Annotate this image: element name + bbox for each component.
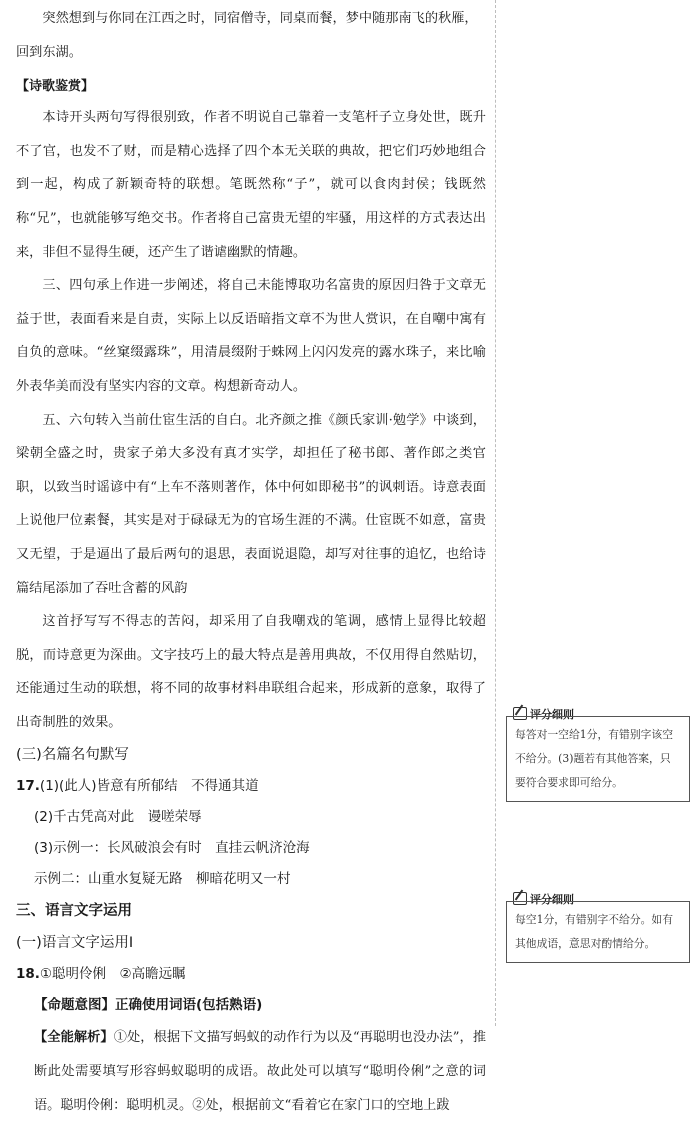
q17-line1 <box>16 771 486 802</box>
analysis-paragraph <box>16 1021 486 1122</box>
margin-divider <box>495 0 496 1026</box>
appreciation-paragraph: 本诗开头两句写得很别致，作者不明说自己靠着一支笔杆子立身处世，既升不了官，也发不了财，而是精心选择了四个本无关联的典故，把它们巧妙地组合到一起，构成了新颖奇特的联想。笔既然称“子”，就可以食肉封侯；钱既然称“兄”，也就能够写绝交书。作者将自己富贵无望的牢骚，用这样的方式表达出来，非但不显得生硬，还产生了谐谑幽默的情趣。 <box>16 110 486 260</box>
question-number: 18. <box>16 966 40 983</box>
appreciation-paragraph: 五、六句转入当前仕宦生活的自白。北齐颜之推《颜氏家训·勉学》中谈到，梁朝全盛之时，贵家子弟大多没有真才实学，却担任了秘书郎、著作郎之类官职，以致当时谣谚中有“上车不落则著作，体中何如即秘书”的讽刺语。诗意表面上说他尸位素餐，其实是对于碌碌无为的官场生涯的不满。仕宦既不如意，富贵又无望，于是逼出了最后两句的退思，表面说退隐，却写对往事的追忆，也给诗篇结尾添加了吞吐含蓄的风韵 <box>16 412 486 596</box>
answer-text: ①聪明伶俐 ②高瞻远瞩 <box>39 966 186 983</box>
q17-line2: (2)千古凭高对此 谩嗟荣辱 <box>34 809 202 826</box>
answer-text: (1)(此人)皆意有所郁结 不得通其道 <box>39 778 259 795</box>
intent-tag: 【命题意图】正确使用词语(包括熟语) <box>34 997 263 1014</box>
part-heading: 三、语言文字运用 <box>16 903 132 920</box>
appreciation-tag: 【诗歌鉴赏】 <box>16 79 95 95</box>
subsection-heading: (一)语言文字运用Ⅰ <box>16 935 134 952</box>
poem-translation-line: 突然想到与你同在江西之时，同宿僧寺，同桌而餐，梦中随那南飞的秋雁， <box>42 11 478 26</box>
analysis-tag: 【全能解析】 <box>34 1030 114 1046</box>
appreciation-paragraph: 这首抒写写不得志的苦闷，却采用了自我嘲戏的笔调，感情上显得比较超脱，而诗意更为深曲。文字技巧上的最大特点是善用典故，不仅用得自然贴切，还能通过生动的联想，将不同的故事材料串联组合起来，形成新的意象，取得了出奇制胜的效果。 <box>16 614 486 730</box>
q17-line3: (3)示例一：长风破浪会有时 直挂云帆济沧海 <box>34 840 310 857</box>
section-heading: (三)名篇名句默写 <box>16 747 129 764</box>
appreciation-paragraph: 三、四句承上作进一步阐述，将自己未能博取功名富贵的原因归咎于文章无益于世，表面看来是自责，实际上以反语暗指文章不为世人赏识，在自嘲中寓有自负的意味。“丝窠缀露珠”，用清晨缀附于蛛网上闪闪发亮的露水珠子，来比喻外表华美而没有坚实内容的文章。构想新奇动人。 <box>16 278 486 394</box>
scoring-box-title: 评分细则 <box>510 706 577 722</box>
poem-translation-line: 回到东湖。 <box>16 44 82 60</box>
q17-line4: 示例二：山重水复疑无路 柳暗花明又一村 <box>34 871 291 888</box>
scoring-box: 每空1分，有错别字不给分。如有其他成语，意思对酌情给分。 <box>506 901 690 963</box>
main-column <box>16 0 486 1122</box>
scoring-box: 每答对一空给1分，有错别字该空不给分。(3)题若有其他答案，只要符合要求即可给分。 <box>506 716 690 802</box>
analysis-text: ①处，根据下文描写蚂蚁的动作行为以及“再聪明也没办法”，推断此处需要填写形容蚂蚁聪明的成语。故此处可以填写“聪明伶俐”之意的词语。聪明伶俐：聪明机灵。②处，根据前文“看着它在家门口的空地上跋 <box>34 1030 487 1113</box>
question-number: 17. <box>16 778 40 795</box>
scoring-box-title: 评分细则 <box>510 891 577 907</box>
